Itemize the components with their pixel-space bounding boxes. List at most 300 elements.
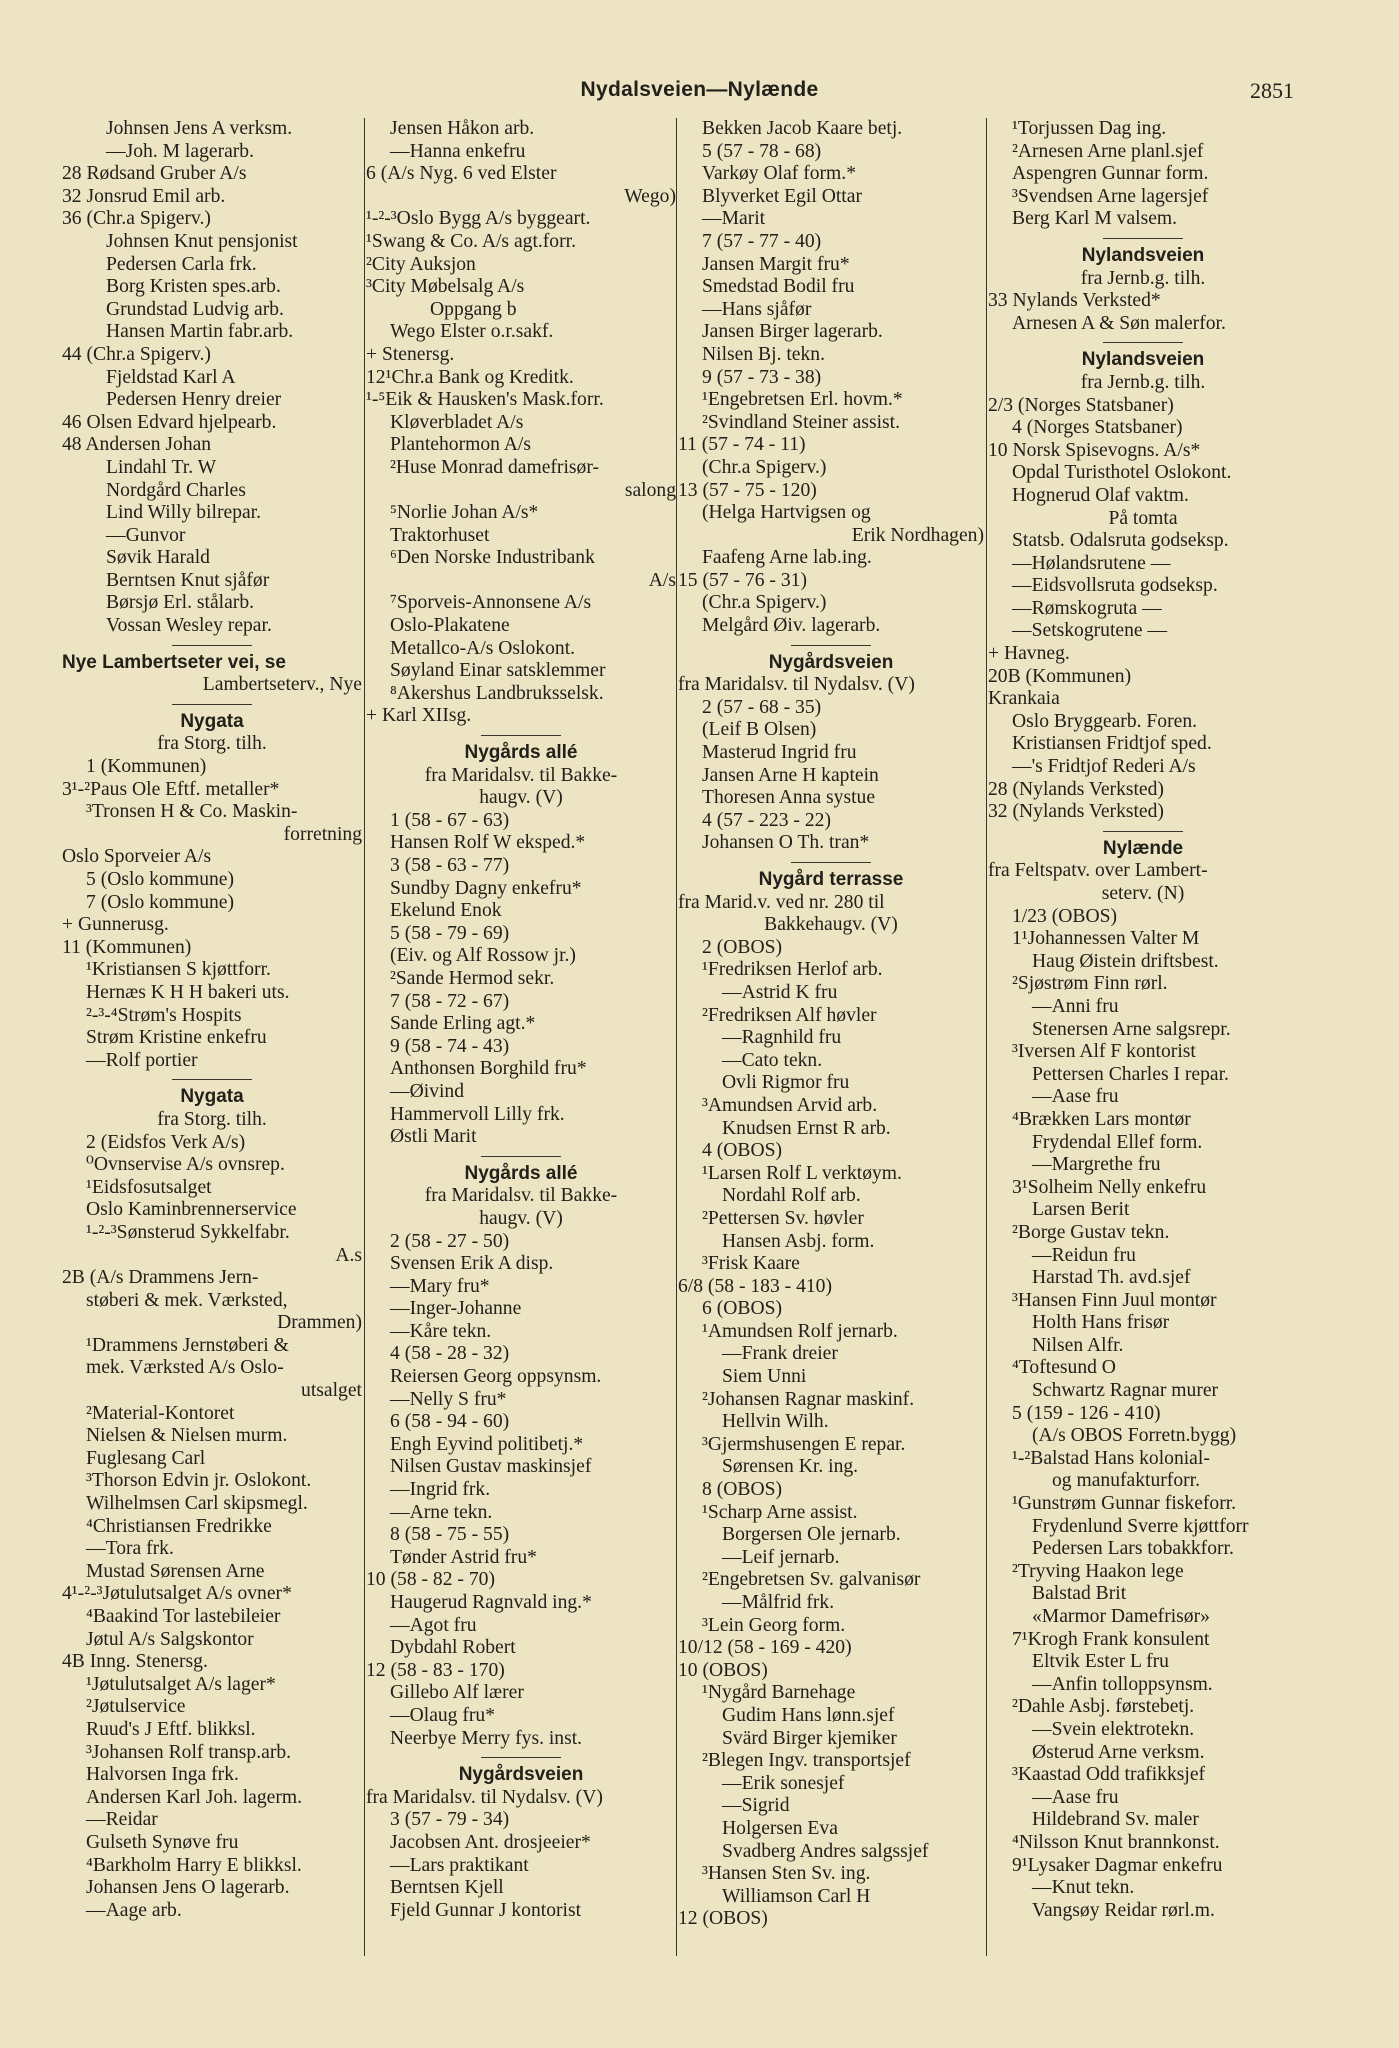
directory-entry: 44 (Chr.a Spigerv.)	[62, 343, 211, 365]
directory-entry: støberi & mek. Værksted,	[86, 1289, 288, 1311]
directory-entry: ⁸Akershus Landbruksselsk.	[390, 682, 604, 704]
section-divider	[366, 1750, 676, 1764]
directory-entry: Varkøy Olaf form.*	[702, 163, 856, 185]
directory-entry: 7 (57 - 77 - 40)	[702, 230, 822, 252]
directory-entry: —Hans sjåfør	[702, 298, 812, 320]
directory-entry: Ekelund Enok	[390, 900, 502, 922]
directory-entry: —Ingrid frk.	[390, 1479, 491, 1501]
directory-entry: —Setskogrutene —	[1012, 620, 1168, 642]
directory-entry: 32 (Nylands Verksted)	[988, 801, 1164, 823]
directory-entry: + Karl XIIsg.	[366, 705, 472, 727]
directory-entry: 46 Olsen Edvard hjelpearb.	[62, 411, 277, 433]
section-divider	[62, 697, 362, 711]
directory-entry: ¹Engebretsen Erl. hovm.*	[702, 389, 903, 411]
directory-entry: ⁶Den Norske Industribank	[390, 547, 595, 569]
directory-entry: Jacobsen Ant. drosjeeier*	[390, 1831, 591, 1853]
entry-continuation: Lambertseterv., Nye	[202, 674, 362, 696]
directory-entry: Hansen Martin fabr.arb.	[106, 321, 294, 343]
directory-entry: ²Blegen Ingv. transportsjef	[702, 1750, 911, 1772]
directory-entry: Hildebrand Sv. maler	[1032, 1809, 1199, 1831]
directory-entry: —Reidun fru	[1032, 1244, 1136, 1266]
directory-entry: Borgersen Ole jernarb.	[722, 1524, 901, 1546]
directory-entry: —Ragnhild fru	[722, 1027, 842, 1049]
directory-entry: Aspengren Gunnar form.	[1012, 163, 1209, 185]
directory-entry: 10 (OBOS)	[678, 1659, 768, 1681]
street-heading: Nylandsveien	[1081, 244, 1205, 266]
directory-entry: Reiersen Georg oppsynsm.	[390, 1366, 602, 1388]
directory-entry: 6 (58 - 94 - 60)	[390, 1411, 510, 1433]
directory-entry: Melgård Øiv. lagerarb.	[702, 615, 881, 637]
directory-entry: Gulseth Synøve fru	[86, 1831, 239, 1853]
directory-entry: «Marmor Damefrisør»	[1032, 1606, 1210, 1627]
street-heading: Nygårds allé	[464, 742, 578, 764]
directory-entry: Kristiansen Fridtjof sped.	[1012, 733, 1212, 755]
directory-entry: ¹Swang & Co. A/s agt.forr.	[366, 230, 576, 252]
street-route: På tomta	[1108, 507, 1178, 529]
directory-entry: Jansen Birger lagerarb.	[702, 321, 883, 343]
directory-entry: Stenersen Arne salgsrepr.	[1032, 1018, 1231, 1040]
directory-entry: ¹Gunstrøm Gunnar fiskeforr.	[1012, 1493, 1237, 1515]
directory-entry: 28 Rødsand Gruber A/s	[62, 163, 247, 185]
directory-entry: Haug Øistein driftsbest.	[1032, 950, 1219, 972]
directory-entry: ³Frisk Kaare	[702, 1253, 800, 1275]
directory-entry: Opdal Turisthotel Oslokont.	[1012, 462, 1232, 484]
directory-entry: Grundstad Ludvig arb.	[106, 298, 284, 320]
directory-entry: Neerbye Merry fys. inst.	[390, 1727, 583, 1749]
street-heading: Nygårds allé	[464, 1162, 578, 1184]
directory-entry: Oppgang b	[430, 298, 517, 320]
directory-entry: Balstad Brit	[1032, 1583, 1127, 1605]
entry-continuation: forretning	[283, 823, 362, 845]
directory-entry: Frydenlund Sverre kjøttforr	[1032, 1515, 1249, 1537]
directory-entry: —Olaug fru*	[390, 1704, 496, 1726]
directory-entry: (Eiv. og Alf Rossow jr.)	[390, 945, 576, 967]
directory-entry: ³Thorson Edvin jr. Oslokont.	[86, 1470, 312, 1492]
directory-entry: 11 (Kommunen)	[62, 936, 192, 958]
directory-entry: Faafeng Arne lab.ing.	[702, 547, 872, 569]
directory-entry: ¹Drammens Jernstøberi &	[86, 1334, 289, 1356]
directory-entry: 4 (OBOS)	[702, 1140, 783, 1162]
street-route: Bakkehaugv. (V)	[764, 914, 898, 936]
section-divider	[366, 728, 676, 742]
directory-entry: —Mary fru*	[390, 1275, 490, 1297]
directory-entry: ¹Nygård Barnehage	[702, 1682, 856, 1704]
directory-entry: Johnsen Jens A verksm.	[106, 118, 293, 139]
directory-entry: 12 (58 - 83 - 170)	[366, 1659, 505, 1681]
street-route: haugv. (V)	[479, 1207, 563, 1229]
directory-entry: 9 (57 - 73 - 38)	[702, 366, 822, 388]
directory-entry: —Leif jernarb.	[722, 1546, 840, 1568]
directory-entry: Pettersen Charles I repar.	[1032, 1063, 1229, 1085]
directory-entry: 2 (57 - 68 - 35)	[702, 696, 822, 718]
directory-entry: 3 (57 - 79 - 34)	[390, 1809, 510, 1831]
column-3	[678, 118, 984, 1931]
section-divider	[62, 638, 362, 652]
directory-entry: Nordahl Rolf arb.	[722, 1185, 861, 1207]
directory-entry: 32 Jonsrud Emil arb.	[62, 185, 226, 207]
directory-entry: ⁷Sporveis-Annonsene A/s	[390, 592, 592, 614]
directory-entry: ³Iversen Alf F kontorist	[1012, 1041, 1196, 1063]
directory-entry: ²Svindland Steiner assist.	[702, 411, 900, 433]
directory-entry: Fjeldstad Karl A	[106, 366, 236, 388]
directory-entry: Johnsen Knut pensjonist	[106, 230, 298, 252]
section-divider	[988, 335, 1298, 349]
street-heading: Nygårdsveien	[458, 1764, 584, 1786]
directory-entry: 6 (A/s Nyg. 6 ved Elster	[366, 163, 557, 185]
street-heading: Nygård terrasse	[758, 869, 904, 890]
directory-entry: 3 (58 - 63 - 77)	[390, 855, 510, 876]
street-heading: Nygata	[180, 710, 244, 732]
section-divider	[988, 824, 1298, 838]
directory-entry: ⁵Norlie Johan A/s*	[390, 502, 539, 524]
directory-entry: ¹Eidsfosutsalget	[86, 1176, 212, 1198]
directory-entry: 5 (58 - 79 - 69)	[390, 922, 510, 944]
directory-entry: Oslo Bryggearb. Foren.	[1012, 710, 1198, 732]
directory-entry: Hernæs K H H bakeri uts.	[86, 981, 290, 1003]
directory-entry: 4 (58 - 28 - 32)	[390, 1343, 510, 1365]
directory-entry: 9 (58 - 74 - 43)	[390, 1035, 510, 1057]
page-number: 2851	[1250, 78, 1294, 103]
directory-entry: Pedersen Lars tobakkforr.	[1032, 1538, 1234, 1560]
directory-entry: Nilsen Alfr.	[1032, 1334, 1124, 1356]
directory-entry: ³Hansen Finn Juul montør	[1012, 1289, 1217, 1311]
directory-entry: Sundby Dagny enkefru*	[390, 877, 582, 899]
directory-entry: ¹Jøtulutsalget A/s lager*	[86, 1673, 276, 1695]
directory-entry: 4B Inng. Stenersg.	[62, 1651, 208, 1673]
directory-entry: Sande Erling agt.*	[390, 1013, 536, 1035]
directory-entry: Smedstad Bodil fru	[702, 276, 855, 298]
directory-entry: Svensen Erik A disp.	[390, 1253, 554, 1275]
directory-entry: Knudsen Ernst R arb.	[722, 1117, 891, 1139]
directory-entry: —Frank dreier	[722, 1343, 838, 1365]
directory-entry: —Agot fru	[390, 1614, 477, 1636]
section-divider	[62, 1072, 362, 1086]
directory-entry: Svärd Birger kjemiker	[722, 1727, 897, 1749]
directory-entry: —Knut tekn.	[1032, 1877, 1135, 1899]
street-route: fra Storg. tilh.	[157, 1108, 267, 1130]
directory-entry: —Aage arb.	[86, 1899, 182, 1921]
directory-entry: Sørensen Kr. ing.	[722, 1456, 859, 1478]
directory-entry: Schwartz Ragnar murer	[1032, 1380, 1219, 1402]
directory-entry: Fjeld Gunnar J kontorist	[390, 1899, 582, 1921]
directory-entry: ⁴Barkholm Harry E blikksl.	[86, 1854, 302, 1876]
directory-entry: —Erik sonesjef	[722, 1772, 845, 1794]
directory-entry: ²Johansen Ragnar maskinf.	[702, 1388, 915, 1410]
street-heading: Nye Lambertseter vei, se	[62, 651, 286, 673]
directory-entry: Ruud's J Eftf. blikksl.	[86, 1718, 256, 1740]
directory-entry: ²Material-Kontoret	[86, 1402, 235, 1424]
directory-entry: ⁴Christiansen Fredrikke	[86, 1515, 272, 1537]
directory-entry: Larsen Berit	[1032, 1199, 1130, 1221]
directory-entry: 36 (Chr.a Spigerv.)	[62, 208, 211, 230]
directory-entry: ²Sjøstrøm Finn rørl.	[1012, 973, 1168, 995]
directory-entry: ²Arnesen Arne planl.sjef	[1012, 140, 1204, 162]
directory-entry: Eltvik Ester L fru	[1032, 1651, 1169, 1673]
directory-entry: Nilsen Gustav maskinsjef	[390, 1456, 592, 1478]
directory-entry: Bekken Jacob Kaare betj.	[702, 118, 903, 139]
directory-entry: 2 (Eidsfos Verk A/s)	[86, 1131, 246, 1153]
directory-entry: ⁴Toftesund O	[1012, 1357, 1116, 1379]
directory-entry: ²Jøtulservice	[86, 1696, 186, 1718]
directory-entry: Oslo Kaminbrennerservice	[86, 1199, 297, 1221]
directory-entry: —Joh. M lagerarb.	[106, 140, 255, 162]
directory-entry: ¹Amundsen Rolf jernarb.	[702, 1320, 898, 1342]
directory-entry: ²City Auksjon	[366, 253, 476, 275]
directory-entry: Østerud Arne verksm.	[1032, 1741, 1205, 1763]
directory-entry: ³Gjermshusengen E repar.	[702, 1433, 906, 1455]
directory-entry: Johansen O Th. tran*	[702, 832, 870, 854]
directory-entry: 12¹Chr.a Bank og Kreditk.	[366, 366, 574, 388]
directory-entry: Vangsøy Reidar rørl.m.	[1032, 1899, 1215, 1921]
directory-entry: —Anni fru	[1032, 995, 1119, 1017]
directory-entry: 12 (OBOS)	[678, 1908, 768, 1930]
directory-entry: —Eidsvollsruta godseksp.	[1012, 575, 1218, 597]
directory-entry: Hellvin Wilh.	[722, 1411, 829, 1433]
directory-entry: —Cato tekn.	[722, 1049, 823, 1071]
directory-entry: —Tora frk.	[86, 1538, 174, 1560]
directory-entry: Strøm Kristine enkefru	[86, 1027, 267, 1049]
directory-entry: 7¹Krogh Frank konsulent	[1012, 1628, 1210, 1650]
directory-entry: 7 (58 - 72 - 67)	[390, 990, 510, 1012]
directory-entry: 8 (OBOS)	[702, 1479, 783, 1501]
directory-entry: Pedersen Carla frk.	[106, 253, 257, 275]
directory-entry: Nordgård Charles	[106, 479, 246, 501]
directory-entry: Frydendal Ellef form.	[1032, 1131, 1203, 1153]
street-route: seterv. (N)	[1101, 883, 1185, 904]
directory-entry: ¹Fredriksen Herlof arb.	[702, 959, 883, 981]
directory-entry: Jansen Margit fru*	[702, 253, 850, 275]
directory-entry: —Gunvor	[106, 524, 186, 546]
directory-entry: ⁰Ovnservise A/s ovnsrep.	[86, 1154, 285, 1176]
column-1	[62, 118, 362, 1922]
directory-entry: Halvorsen Inga frk.	[86, 1764, 239, 1786]
directory-entry: Wilhelmsen Carl skipsmegl.	[86, 1493, 308, 1515]
entry-continuation: utsalget	[301, 1380, 362, 1402]
directory-entry: mek. Værksted A/s Oslo-	[86, 1357, 284, 1379]
street-heading: Nylænde	[1102, 837, 1184, 859]
directory-entry: Pedersen Henry dreier	[106, 389, 282, 411]
directory-entry: (Chr.a Spigerv.)	[702, 592, 827, 614]
directory-entry: ²Sande Hermod sekr.	[390, 967, 555, 989]
directory-entry: 5 (Oslo kommune)	[86, 869, 235, 890]
directory-entry: ²Huse Monrad damefrisør-	[390, 456, 599, 478]
directory-entry: ¹-⁵Eik & Hausken's Mask.forr.	[366, 389, 604, 411]
directory-entry: Masterud Ingrid fru	[702, 742, 857, 764]
directory-entry: 6/8 (58 - 183 - 410)	[678, 1275, 833, 1297]
directory-entry: Mustad Sørensen Arne	[86, 1560, 265, 1582]
directory-entry: —Øivind	[390, 1080, 465, 1102]
directory-entry: ²Tryving Haakon lege	[1012, 1560, 1184, 1582]
directory-entry: —Lars praktikant	[390, 1854, 529, 1876]
street-heading: Nylandsveien	[1081, 349, 1205, 371]
entry-continuation: A/s	[648, 569, 676, 591]
directory-entry: (Helga Hartvigsen og	[702, 502, 871, 524]
street-route: haugv. (V)	[479, 787, 563, 809]
directory-entry: ²Engebretsen Sv. galvanisør	[702, 1569, 921, 1591]
directory-entry: Jensen Håkon arb.	[390, 118, 535, 139]
column-divider	[676, 118, 677, 1956]
street-route: fra Jernb.g. tilh.	[1080, 371, 1206, 393]
directory-entry: Blyverket Egil Ottar	[702, 185, 862, 207]
directory-entry: Thoresen Anna systue	[702, 787, 876, 809]
directory-entry: Williamson Carl H	[722, 1885, 871, 1907]
directory-entry: Berg Karl M valsem.	[1012, 208, 1178, 230]
directory-entry: 9¹Lysaker Dagmar enkefru	[1012, 1854, 1223, 1876]
directory-entry: Hansen Rolf W eksped.*	[390, 832, 586, 854]
section-divider	[678, 638, 984, 652]
section-divider	[366, 1149, 676, 1163]
directory-entry: Oslo-Plakatene	[390, 615, 510, 637]
directory-entry: —Inger-Johanne	[390, 1298, 522, 1320]
directory-entry: 4 (Norges Statsbaner)	[1012, 417, 1183, 439]
entry-continuation: Wego)	[624, 185, 676, 207]
directory-entry: 4 (57 - 223 - 22)	[702, 809, 831, 831]
directory-entry: —'s Fridtjof Rederi A/s	[1012, 756, 1196, 778]
directory-entry: —Hølandsrutene —	[1012, 552, 1171, 574]
street-route: fra Storg. tilh.	[157, 733, 267, 755]
street-route: fra Jernb.g. tilh.	[1080, 267, 1206, 289]
directory-entry: Statsb. Odalsruta godseksp.	[1012, 530, 1229, 552]
directory-entry: Arnesen A & Søn malerfor.	[1012, 312, 1226, 334]
directory-entry: ¹-²-³Sønsterud Sykkelfabr.	[86, 1221, 290, 1243]
directory-entry: ¹Larsen Rolf L verktøym.	[702, 1162, 902, 1184]
directory-entry: Holth Hans frisør	[1032, 1312, 1170, 1334]
directory-entry: 3¹Solheim Nelly enkefru	[1012, 1176, 1207, 1198]
directory-entry: ¹Torjussen Dag ing.	[1012, 118, 1167, 139]
directory-entry: Jansen Arne H kaptein	[702, 764, 879, 786]
directory-entry: Dybdahl Robert	[390, 1637, 516, 1659]
directory-entry: + Havneg.	[988, 643, 1070, 665]
directory-entry: 8 (58 - 75 - 55)	[390, 1524, 510, 1546]
directory-entry: 6 (OBOS)	[702, 1298, 783, 1320]
directory-entry: 1/23 (OBOS)	[1012, 905, 1118, 927]
directory-entry: (Chr.a Spigerv.)	[702, 456, 827, 478]
directory-entry: Johansen Jens O lagerarb.	[86, 1877, 290, 1899]
directory-entry: Vossan Wesley repar.	[106, 615, 272, 637]
directory-entry: Søvik Harald	[106, 547, 210, 569]
directory-entry: 1¹Johannessen Valter M	[1012, 928, 1200, 950]
directory-entry: fra Feltspatv. over Lambert-	[988, 860, 1208, 882]
directory-entry: ³Johansen Rolf transp.arb.	[86, 1741, 292, 1763]
directory-entry: —Margrethe fru	[1032, 1154, 1161, 1176]
directory-entry: ⁴Nilsson Knut brannkonst.	[1012, 1831, 1220, 1853]
directory-entry: Berntsen Kjell	[390, 1877, 504, 1899]
directory-entry: 3¹-²Paus Ole Eftf. metaller*	[62, 778, 280, 800]
directory-entry: ¹-²-³Oslo Bygg A/s byggeart.	[366, 208, 591, 230]
directory-entry: Berntsen Knut sjåfør	[106, 569, 270, 591]
directory-entry: fra Maridalsv. til Nydalsv. (V)	[678, 674, 915, 696]
directory-entry: 2B (A/s Drammens Jern-	[62, 1267, 259, 1289]
column-divider	[986, 118, 987, 1956]
directory-entry: —Rømskogruta —	[1012, 597, 1162, 619]
directory-entry: —Nelly S fru*	[390, 1388, 507, 1410]
directory-entry: Plantehormon A/s	[390, 434, 531, 456]
directory-entry: Jøtul A/s Salgskontor	[86, 1628, 254, 1650]
directory-entry: ²Dahle Asbj. førstebetj.	[1012, 1696, 1195, 1718]
directory-entry: Hammervoll Lilly frk.	[390, 1103, 565, 1125]
directory-entry: 10/12 (58 - 169 - 420)	[678, 1637, 852, 1659]
directory-entry: —Aase fru	[1032, 1786, 1119, 1808]
directory-entry: fra Marid.v. ved nr. 280 til	[678, 891, 885, 913]
directory-entry: ²Fredriksen Alf høvler	[702, 1004, 877, 1026]
directory-entry: —Målfrid frk.	[722, 1592, 835, 1613]
entry-continuation: salong	[624, 479, 676, 501]
directory-entry: 20B (Kommunen)	[988, 665, 1132, 687]
directory-entry: Siem Unni	[722, 1366, 807, 1388]
directory-entry: Lind Willy bilrepar.	[106, 502, 262, 524]
entry-continuation: A.s	[335, 1244, 362, 1266]
directory-entry: —Svein elektrotekn.	[1032, 1718, 1195, 1740]
directory-entry: Metallco-A/s Oslokont.	[390, 637, 576, 659]
directory-entry: Ovli Rigmor fru	[722, 1072, 850, 1094]
directory-entry: —Hanna enkefru	[390, 140, 526, 162]
street-route: fra Maridalsv. til Bakke-	[424, 764, 618, 786]
directory-entry: 2 (58 - 27 - 50)	[390, 1230, 510, 1252]
directory-entry: Svadberg Andres salgssjef	[722, 1840, 929, 1862]
directory-entry: ³Hansen Sten Sv. ing.	[702, 1863, 871, 1885]
directory-entry: og manufakturforr.	[1052, 1470, 1200, 1492]
directory-entry: 1 (Kommunen)	[86, 756, 207, 778]
directory-entry: Andersen Karl Joh. lagerm.	[86, 1786, 303, 1808]
directory-entry: ¹Kristiansen S kjøttforr.	[86, 959, 271, 981]
directory-entry: Engh Eyvind politibetj.*	[390, 1433, 584, 1455]
directory-entry: Hognerud Olaf vaktm.	[1012, 484, 1189, 506]
entry-continuation: Erik Nordhagen)	[851, 524, 984, 546]
directory-entry: ²Pettersen Sv. høvler	[702, 1207, 864, 1229]
directory-entry: Gudim Hans lønn.sjef	[722, 1704, 895, 1726]
directory-entry: 33 Nylands Verksted*	[988, 290, 1161, 312]
directory-entry: 4¹-²-³Jøtulutsalget A/s ovner*	[62, 1583, 292, 1605]
directory-entry: Holgersen Eva	[722, 1817, 838, 1839]
directory-entry: 48 Andersen Johan	[62, 434, 212, 456]
directory-entry: Søyland Einar satsklemmer	[390, 660, 606, 682]
directory-entry: —Anfin tolloppsynsm.	[1032, 1673, 1213, 1695]
column-2	[366, 118, 676, 1922]
directory-entry: 10 (58 - 82 - 70)	[366, 1569, 495, 1591]
street-route: fra Maridalsv. til Bakke-	[424, 1185, 618, 1207]
directory-entry: Harstad Th. avd.sjef	[1032, 1267, 1191, 1289]
directory-entry: ³Lein Georg form.	[702, 1614, 846, 1636]
directory-entry: ²Borge Gustav tekn.	[1012, 1221, 1170, 1243]
directory-entry: ²-³-⁴Strøm's Hospits	[86, 1004, 242, 1026]
directory-entry: 5 (159 - 126 - 410)	[1012, 1402, 1161, 1424]
directory-entry: 7 (Oslo kommune)	[86, 891, 235, 913]
directory-entry: ¹-²Balstad Hans kolonial-	[1012, 1447, 1210, 1469]
directory-entry: ³Tronsen H & Co. Maskin-	[86, 801, 298, 823]
directory-entry: Hansen Asbj. form.	[722, 1230, 875, 1252]
directory-entry: 13 (57 - 75 - 120)	[678, 479, 817, 501]
directory-entry: ³City Møbelsalg A/s	[366, 276, 525, 298]
directory-entry: —Sigrid	[722, 1795, 790, 1817]
directory-entry: 5 (57 - 78 - 68)	[702, 140, 822, 162]
directory-entry: ¹Scharp Arne assist.	[702, 1501, 858, 1523]
directory-entry: ³Kaastad Odd trafikksjef	[1012, 1764, 1206, 1786]
directory-entry: Østli Marit	[390, 1126, 477, 1148]
directory-entry: ³Amundsen Arvid arb.	[702, 1094, 878, 1116]
directory-entry: Fuglesang Carl	[86, 1447, 206, 1469]
directory-entry: 1 (58 - 67 - 63)	[390, 809, 510, 831]
running-head: Nydalsveien—Nylænde	[580, 78, 819, 101]
directory-entry: (A/s OBOS Forretn.bygg)	[1032, 1425, 1237, 1447]
directory-entry: 10 Norsk Spisevogns. A/s*	[988, 439, 1201, 461]
directory-entry: + Stenersg.	[366, 343, 455, 365]
directory-entry: Gillebo Alf lærer	[390, 1682, 524, 1704]
directory-entry: —Astrid K fru	[722, 981, 838, 1003]
directory-entry: Borg Kristen spes.arb.	[106, 276, 281, 298]
section-divider	[988, 231, 1298, 245]
directory-entry: + Gunnerusg.	[62, 914, 169, 936]
directory-entry: Haugerud Ragnvald ing.*	[390, 1592, 592, 1613]
